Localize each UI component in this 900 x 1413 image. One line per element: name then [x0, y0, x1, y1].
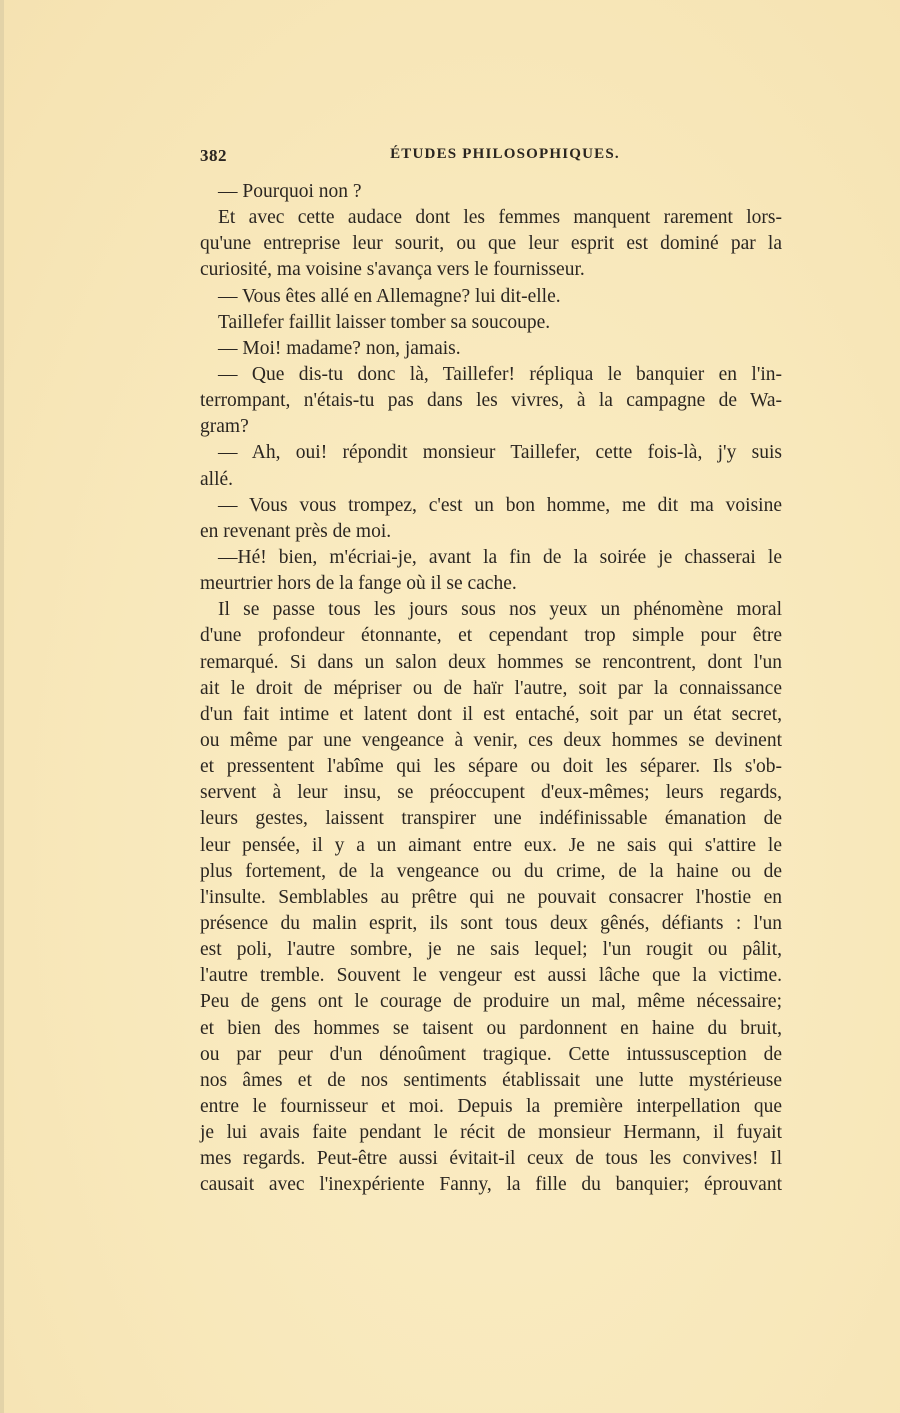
page-left-edge — [0, 0, 4, 1413]
text-line: Taillefer faillit laisser tomber sa soucoupe. — [218, 311, 551, 333]
text-line: — Ah, oui! répondit monsieur Taillefer, cette fois-là, j'y suis — [218, 442, 782, 464]
text-line: et bien des hommes se taisent ou pardonnent en haine du bruit, — [200, 1017, 782, 1039]
text-line: l'autre tremble. Souvent le vengeur est aussi lâche que la victime. — [200, 965, 782, 987]
text-line: je lui avais faite pendant le récit de monsieur Hermann, il fuyait — [200, 1122, 782, 1144]
text-line: allé. — [200, 468, 234, 490]
text-line: et pressentent l'abîme qui les sépare ou doit les séparer. Ils s'ob- — [200, 756, 782, 778]
text-line: — Vous vous trompez, c'est un bon homme, me dit ma voisine — [218, 494, 782, 516]
text-line: terrompant, n'étais-tu pas dans les vivres, à la campagne de Wa- — [200, 390, 782, 412]
running-title: ÉTUDES PHILOSOPHIQUES. — [390, 146, 620, 162]
text-line: —Hé! bien, m'écriai-je, avant la fin de la soirée je chasserai le — [218, 546, 782, 568]
text-line: servent à leur insu, se préoccupent d'eux-mêmes; leurs regards, — [200, 782, 782, 804]
text-line: Et avec cette audace dont les femmes manquent rarement lors- — [218, 207, 782, 229]
text-line: d'un fait intime et latent dont il est entaché, soit par un état secret, — [200, 703, 782, 725]
text-line: — Que dis-tu donc là, Taillefer! répliqua le banquier en l'in- — [218, 363, 782, 385]
text-line: en revenant près de moi. — [200, 520, 392, 542]
text-line: causait avec l'inexpériente Fanny, la fille du banquier; éprouvant — [200, 1174, 782, 1196]
text-line: leurs gestes, laissent transpirer une indéfinissable émanation de — [200, 808, 782, 830]
text-line: leur pensée, il y a un aimant entre eux. Je ne sais qui s'attire le — [200, 834, 782, 856]
text-line: nos âmes et de nos sentiments établissait une lutte mystérieuse — [200, 1069, 782, 1091]
text-line: d'une profondeur étonnante, et cependant trop simple pour être — [200, 625, 782, 647]
text-line: présence du malin esprit, ils sont tous deux gênés, défiants : l'un — [200, 912, 782, 934]
text-line: curiosité, ma voisine s'avança vers le fournisseur. — [200, 259, 585, 281]
text-line: ait le droit de mépriser ou de haïr l'autre, soit par la connaissance — [200, 677, 782, 699]
text-line: — Moi! madame? non, jamais. — [218, 337, 461, 359]
text-line: Il se passe tous les jours sous nos yeux un phénomène moral — [218, 599, 782, 621]
text-line: Peu de gens ont le courage de produire un mal, même nécessaire; — [200, 991, 782, 1013]
text-line: est poli, l'autre sombre, je ne sais lequel; l'un rougit ou pâlit, — [200, 939, 782, 961]
text-line: l'insulte. Semblables au prêtre qui ne pouvait consacrer l'hostie en — [200, 886, 782, 908]
text-line: remarqué. Si dans un salon deux hommes se rencontrent, dont l'un — [200, 651, 782, 673]
text-line: ou par peur d'un dénoûment tragique. Cette intussusception de — [200, 1043, 782, 1065]
text-line: entre le fournisseur et moi. Depuis la première interpellation que — [200, 1095, 782, 1117]
text-line: gram? — [200, 416, 249, 438]
page-number: 382 — [200, 146, 227, 165]
page-header — [200, 146, 782, 170]
text-line: mes regards. Peut-être aussi évitait-il ceux de tous les convives! Il — [200, 1148, 782, 1170]
text-line: — Pourquoi non ? — [218, 181, 362, 202]
text-line: qu'une entreprise leur sourit, ou que leur esprit est dominé par la — [200, 233, 782, 255]
body-text — [200, 179, 782, 1198]
text-line: plus fortement, de la vengeance ou du crime, de la haine ou de — [200, 860, 782, 882]
text-line: ou même par une vengeance à venir, ces deux hommes se devinent — [200, 729, 782, 751]
text-line: — Vous êtes allé en Allemagne? lui dit-elle. — [218, 285, 561, 307]
text-line: meurtrier hors de la fange où il se cache. — [200, 573, 517, 595]
